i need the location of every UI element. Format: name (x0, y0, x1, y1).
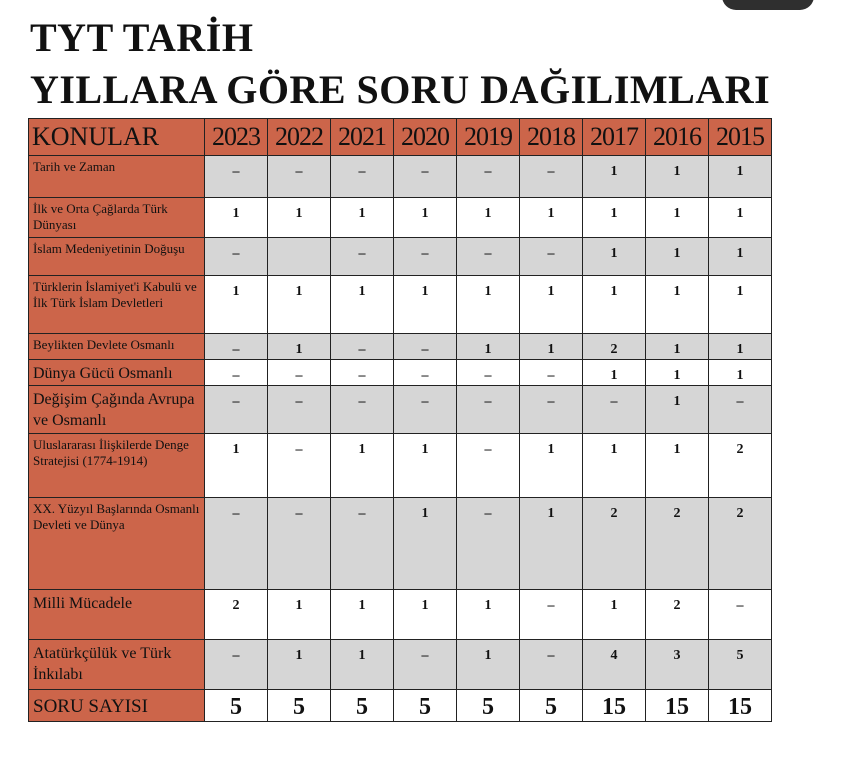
total-cell: 5 (268, 690, 331, 722)
count-cell: 1 (520, 498, 583, 590)
table-row (29, 590, 772, 640)
count-cell: 1 (520, 434, 583, 498)
count-cell: 1 (331, 276, 394, 334)
count-cell: 1 (583, 434, 646, 498)
count-cell: – (520, 590, 583, 640)
count-cell: 1 (331, 590, 394, 640)
count-cell: 1 (394, 498, 457, 590)
count-cell: – (205, 360, 268, 386)
table-row (29, 156, 772, 198)
count-cell: – (457, 360, 520, 386)
year-header: 2019 (457, 119, 520, 156)
count-cell: – (268, 386, 331, 434)
count-cell: 1 (520, 334, 583, 360)
year-header: 2021 (331, 119, 394, 156)
table-body (29, 156, 772, 690)
total-cell: 15 (646, 690, 709, 722)
count-cell: 1 (331, 434, 394, 498)
count-cell: 1 (394, 276, 457, 334)
count-cell: 1 (646, 156, 709, 198)
count-cell: 2 (583, 498, 646, 590)
count-cell: 2 (646, 590, 709, 640)
count-cell: 2 (646, 498, 709, 590)
topic-cell: Milli Mücadele (29, 590, 205, 640)
count-cell: – (394, 334, 457, 360)
total-cell: 15 (583, 690, 646, 722)
count-cell: 1 (583, 360, 646, 386)
table-row (29, 276, 772, 334)
count-cell: – (709, 386, 772, 434)
count-cell: 1 (394, 590, 457, 640)
count-cell: 2 (709, 498, 772, 590)
count-cell: 1 (205, 434, 268, 498)
count-cell: – (331, 156, 394, 198)
count-cell: 1 (646, 276, 709, 334)
count-cell: – (520, 156, 583, 198)
count-cell: 1 (520, 198, 583, 238)
count-cell: – (457, 238, 520, 276)
count-cell: – (520, 360, 583, 386)
count-cell: – (331, 360, 394, 386)
count-cell: 1 (205, 198, 268, 238)
count-cell: 1 (457, 640, 520, 690)
total-row (29, 690, 772, 722)
table-row (29, 198, 772, 238)
count-cell: – (520, 238, 583, 276)
topic-cell: XX. Yüzyıl Başlarında Osmanlı Devleti ve Dünya (29, 498, 205, 590)
column-header-topics: KONULAR (29, 119, 205, 156)
count-cell: 1 (646, 238, 709, 276)
count-cell: 1 (268, 590, 331, 640)
count-cell: – (331, 238, 394, 276)
count-cell: – (457, 498, 520, 590)
count-cell: 1 (709, 276, 772, 334)
count-cell: 1 (646, 386, 709, 434)
count-cell: – (205, 334, 268, 360)
total-label: SORU SAYISI (29, 690, 205, 722)
count-cell: 1 (583, 238, 646, 276)
count-cell: – (205, 640, 268, 690)
count-cell: – (394, 640, 457, 690)
total-cell: 5 (331, 690, 394, 722)
count-cell: 1 (646, 334, 709, 360)
count-cell: 1 (331, 640, 394, 690)
count-cell: – (520, 640, 583, 690)
count-cell: 1 (331, 198, 394, 238)
count-cell: – (583, 386, 646, 434)
table-row (29, 386, 772, 434)
count-cell: 3 (646, 640, 709, 690)
topic-cell: Atatürkçülük ve Türk İnkılabı (29, 640, 205, 690)
total-cell: 5 (520, 690, 583, 722)
topic-cell: Beylikten Devlete Osmanlı (29, 334, 205, 360)
count-cell: – (268, 498, 331, 590)
table-row (29, 434, 772, 498)
topic-cell: Tarih ve Zaman (29, 156, 205, 198)
count-cell (268, 238, 331, 276)
count-cell: 1 (268, 276, 331, 334)
count-cell: – (331, 386, 394, 434)
count-cell: 1 (709, 360, 772, 386)
count-cell: 1 (205, 276, 268, 334)
topic-cell: Değişim Çağında Avrupa ve Osmanlı (29, 386, 205, 434)
count-cell: 1 (709, 334, 772, 360)
topic-cell: İslam Medeniyetinin Doğuşu (29, 238, 205, 276)
count-cell: 1 (646, 434, 709, 498)
total-cell: 5 (205, 690, 268, 722)
topic-cell: Uluslararası İlişkilerde Denge Stratejisi (1774-1914) (29, 434, 205, 498)
year-header: 2018 (520, 119, 583, 156)
count-cell: 1 (709, 238, 772, 276)
year-header: 2022 (268, 119, 331, 156)
count-cell: – (205, 156, 268, 198)
count-cell: 1 (268, 640, 331, 690)
count-cell: – (394, 360, 457, 386)
total-cell: 15 (709, 690, 772, 722)
count-cell: 4 (583, 640, 646, 690)
count-cell: 1 (394, 198, 457, 238)
count-cell: 1 (583, 156, 646, 198)
count-cell: – (268, 156, 331, 198)
count-cell: 1 (583, 276, 646, 334)
count-cell: 1 (646, 360, 709, 386)
phone-status-overlay (722, 0, 814, 10)
count-cell: – (394, 156, 457, 198)
count-cell: 1 (394, 434, 457, 498)
table-row (29, 498, 772, 590)
count-cell: 1 (457, 590, 520, 640)
year-header: 2016 (646, 119, 709, 156)
distribution-table (28, 118, 772, 722)
count-cell: 1 (520, 276, 583, 334)
page-title: TYT TARİH (30, 15, 254, 60)
count-cell: 1 (583, 198, 646, 238)
count-cell: – (457, 386, 520, 434)
table-row (29, 640, 772, 690)
count-cell: 2 (205, 590, 268, 640)
total-cell: 5 (394, 690, 457, 722)
header-row (29, 119, 772, 156)
table-row (29, 360, 772, 386)
topic-cell: İlk ve Orta Çağlarda Türk Dünyası (29, 198, 205, 238)
count-cell: – (268, 360, 331, 386)
count-cell: – (709, 590, 772, 640)
count-cell: – (205, 238, 268, 276)
count-cell: 1 (709, 156, 772, 198)
year-header: 2023 (205, 119, 268, 156)
count-cell: 2 (709, 434, 772, 498)
count-cell: 1 (457, 334, 520, 360)
page-subtitle: YILLARA GÖRE SORU DAĞILIMLARI (30, 67, 771, 112)
count-cell: 1 (709, 198, 772, 238)
total-cell: 5 (457, 690, 520, 722)
year-header: 2015 (709, 119, 772, 156)
topic-cell: Türklerin İslamiyet'i Kabulü ve İlk Türk İslam Devletleri (29, 276, 205, 334)
year-header: 2020 (394, 119, 457, 156)
table-row (29, 238, 772, 276)
count-cell: 1 (457, 276, 520, 334)
count-cell: – (205, 386, 268, 434)
count-cell: 5 (709, 640, 772, 690)
count-cell: 1 (457, 198, 520, 238)
count-cell: 1 (268, 334, 331, 360)
count-cell: 2 (583, 334, 646, 360)
count-cell: – (394, 386, 457, 434)
count-cell: – (457, 434, 520, 498)
count-cell: – (520, 386, 583, 434)
count-cell: – (457, 156, 520, 198)
count-cell: – (205, 498, 268, 590)
count-cell: – (331, 334, 394, 360)
count-cell: 1 (646, 198, 709, 238)
count-cell: – (268, 434, 331, 498)
count-cell: – (331, 498, 394, 590)
year-header: 2017 (583, 119, 646, 156)
table-row (29, 334, 772, 360)
count-cell: – (394, 238, 457, 276)
count-cell: 1 (583, 590, 646, 640)
topic-cell: Dünya Gücü Osmanlı (29, 360, 205, 386)
count-cell: 1 (268, 198, 331, 238)
